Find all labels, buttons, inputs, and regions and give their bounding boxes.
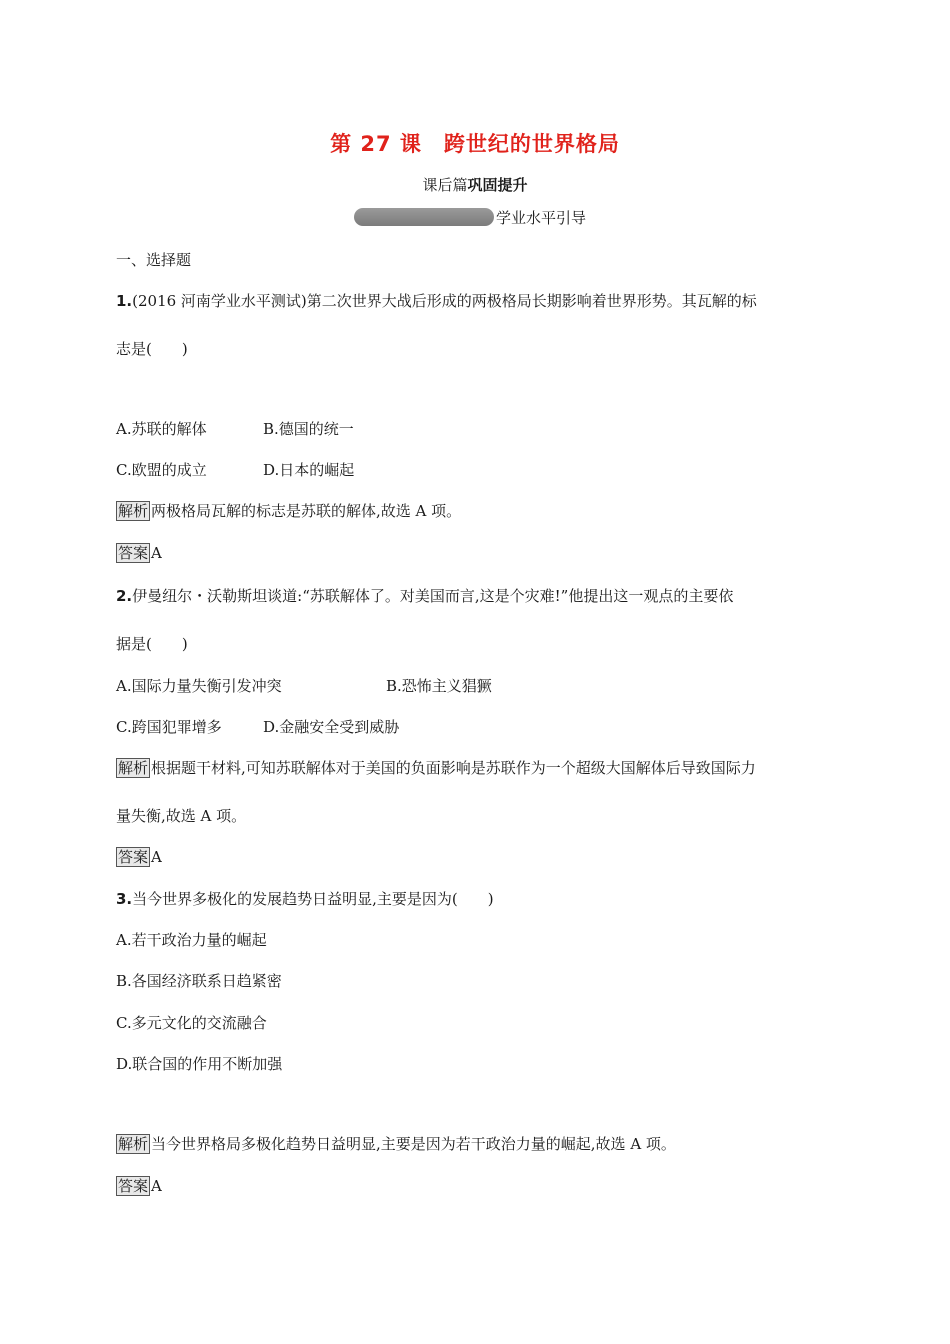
answer-tag: 答案 [118, 544, 149, 562]
banner-label: 学业水平引导 [496, 208, 587, 227]
question-2-number: 2. [116, 587, 133, 605]
question-3-option-a: A.若干政治力量的崛起 [116, 931, 267, 949]
question-1-option-c: C.欧盟的成立 [116, 461, 207, 479]
question-2-answer-value: A [151, 848, 162, 866]
question-1-option-b: B.德国的统一 [263, 420, 354, 438]
question-3-option-b: B.各国经济联系日趋紧密 [116, 972, 282, 990]
question-1-analysis-text: 两极格局瓦解的标志是苏联的解体,故选 A 项。 [151, 502, 462, 520]
question-2-options-row1 [116, 676, 492, 696]
question-2-option-c: C.跨国犯罪增多 [116, 718, 222, 736]
banner-bar [354, 208, 494, 226]
question-3-analysis-text: 当今世界格局多极化趋势日益明显,主要是因为若干政治力量的崛起,故选 A 项。 [151, 1135, 676, 1153]
analysis-tag: 解析 [118, 1135, 149, 1153]
question-1-option-a: A.苏联的解体 [116, 420, 207, 438]
question-2-option-b: B.恐怖主义猖獗 [386, 677, 492, 695]
question-2-option-d: D.金融安全受到威胁 [263, 718, 400, 736]
subtitle-bold: 巩固提升 [467, 176, 528, 194]
question-1-answer-value: A [151, 544, 162, 562]
question-3-stem-text: 当今世界多极化的发展趋势日益明显,主要是因为( ) [132, 890, 494, 908]
section-heading: 一、选择题 [116, 251, 192, 269]
lesson-title: 第 27 课 跨世纪的世界格局 [330, 132, 620, 156]
question-1-options-row1 [116, 419, 354, 439]
question-2-option-a: A.国际力量失衡引发冲突 [116, 677, 282, 695]
question-1-answer [116, 543, 162, 563]
question-2-stem-text: 伊曼纽尔・沃勒斯坦谈道:“苏联解体了。对美国而言,这是个灾难!”他提出这一观点的主要依 [132, 587, 734, 605]
question-1-option-d: D.日本的崛起 [263, 461, 355, 479]
question-3-stem-line1 [116, 889, 494, 909]
section-banner [354, 206, 586, 228]
answer-tag: 答案 [118, 1177, 149, 1195]
question-1-analysis [116, 501, 461, 521]
question-2-stem-line2: 据是( ) [116, 635, 188, 653]
question-3-option-d: D.联合国的作用不断加强 [116, 1055, 283, 1073]
question-1-stem-line1 [116, 291, 757, 311]
question-3-answer-value: A [151, 1177, 162, 1195]
question-2-analysis-text: 根据题干材料,可知苏联解体对于美国的负面影响是苏联作为一个超级大国解体后导致国际力 [151, 759, 756, 777]
question-3-number: 3. [116, 890, 133, 908]
question-1-stem-text: (2016 河南学业水平测试)第二次世界大战后形成的两极格局长期影响着世界形势。其瓦解的标 [132, 292, 757, 310]
question-3-option-c: C.多元文化的交流融合 [116, 1014, 267, 1032]
question-2-options-row2 [116, 717, 399, 737]
question-3-answer [116, 1176, 162, 1196]
answer-tag: 答案 [118, 848, 149, 866]
question-2-answer [116, 847, 162, 867]
subtitle-prefix: 课后篇 [422, 176, 468, 194]
question-3-analysis [116, 1134, 676, 1154]
question-1-stem-line2: 志是( ) [116, 340, 188, 358]
question-1-number: 1. [116, 292, 133, 310]
analysis-tag: 解析 [118, 502, 149, 520]
lesson-subtitle [0, 174, 950, 195]
question-1-options-row2 [116, 460, 354, 480]
question-2-stem-line1 [116, 586, 733, 606]
question-2-analysis [116, 758, 756, 778]
analysis-tag: 解析 [118, 759, 149, 777]
question-2-analysis-line2: 量失衡,故选 A 项。 [116, 807, 247, 825]
